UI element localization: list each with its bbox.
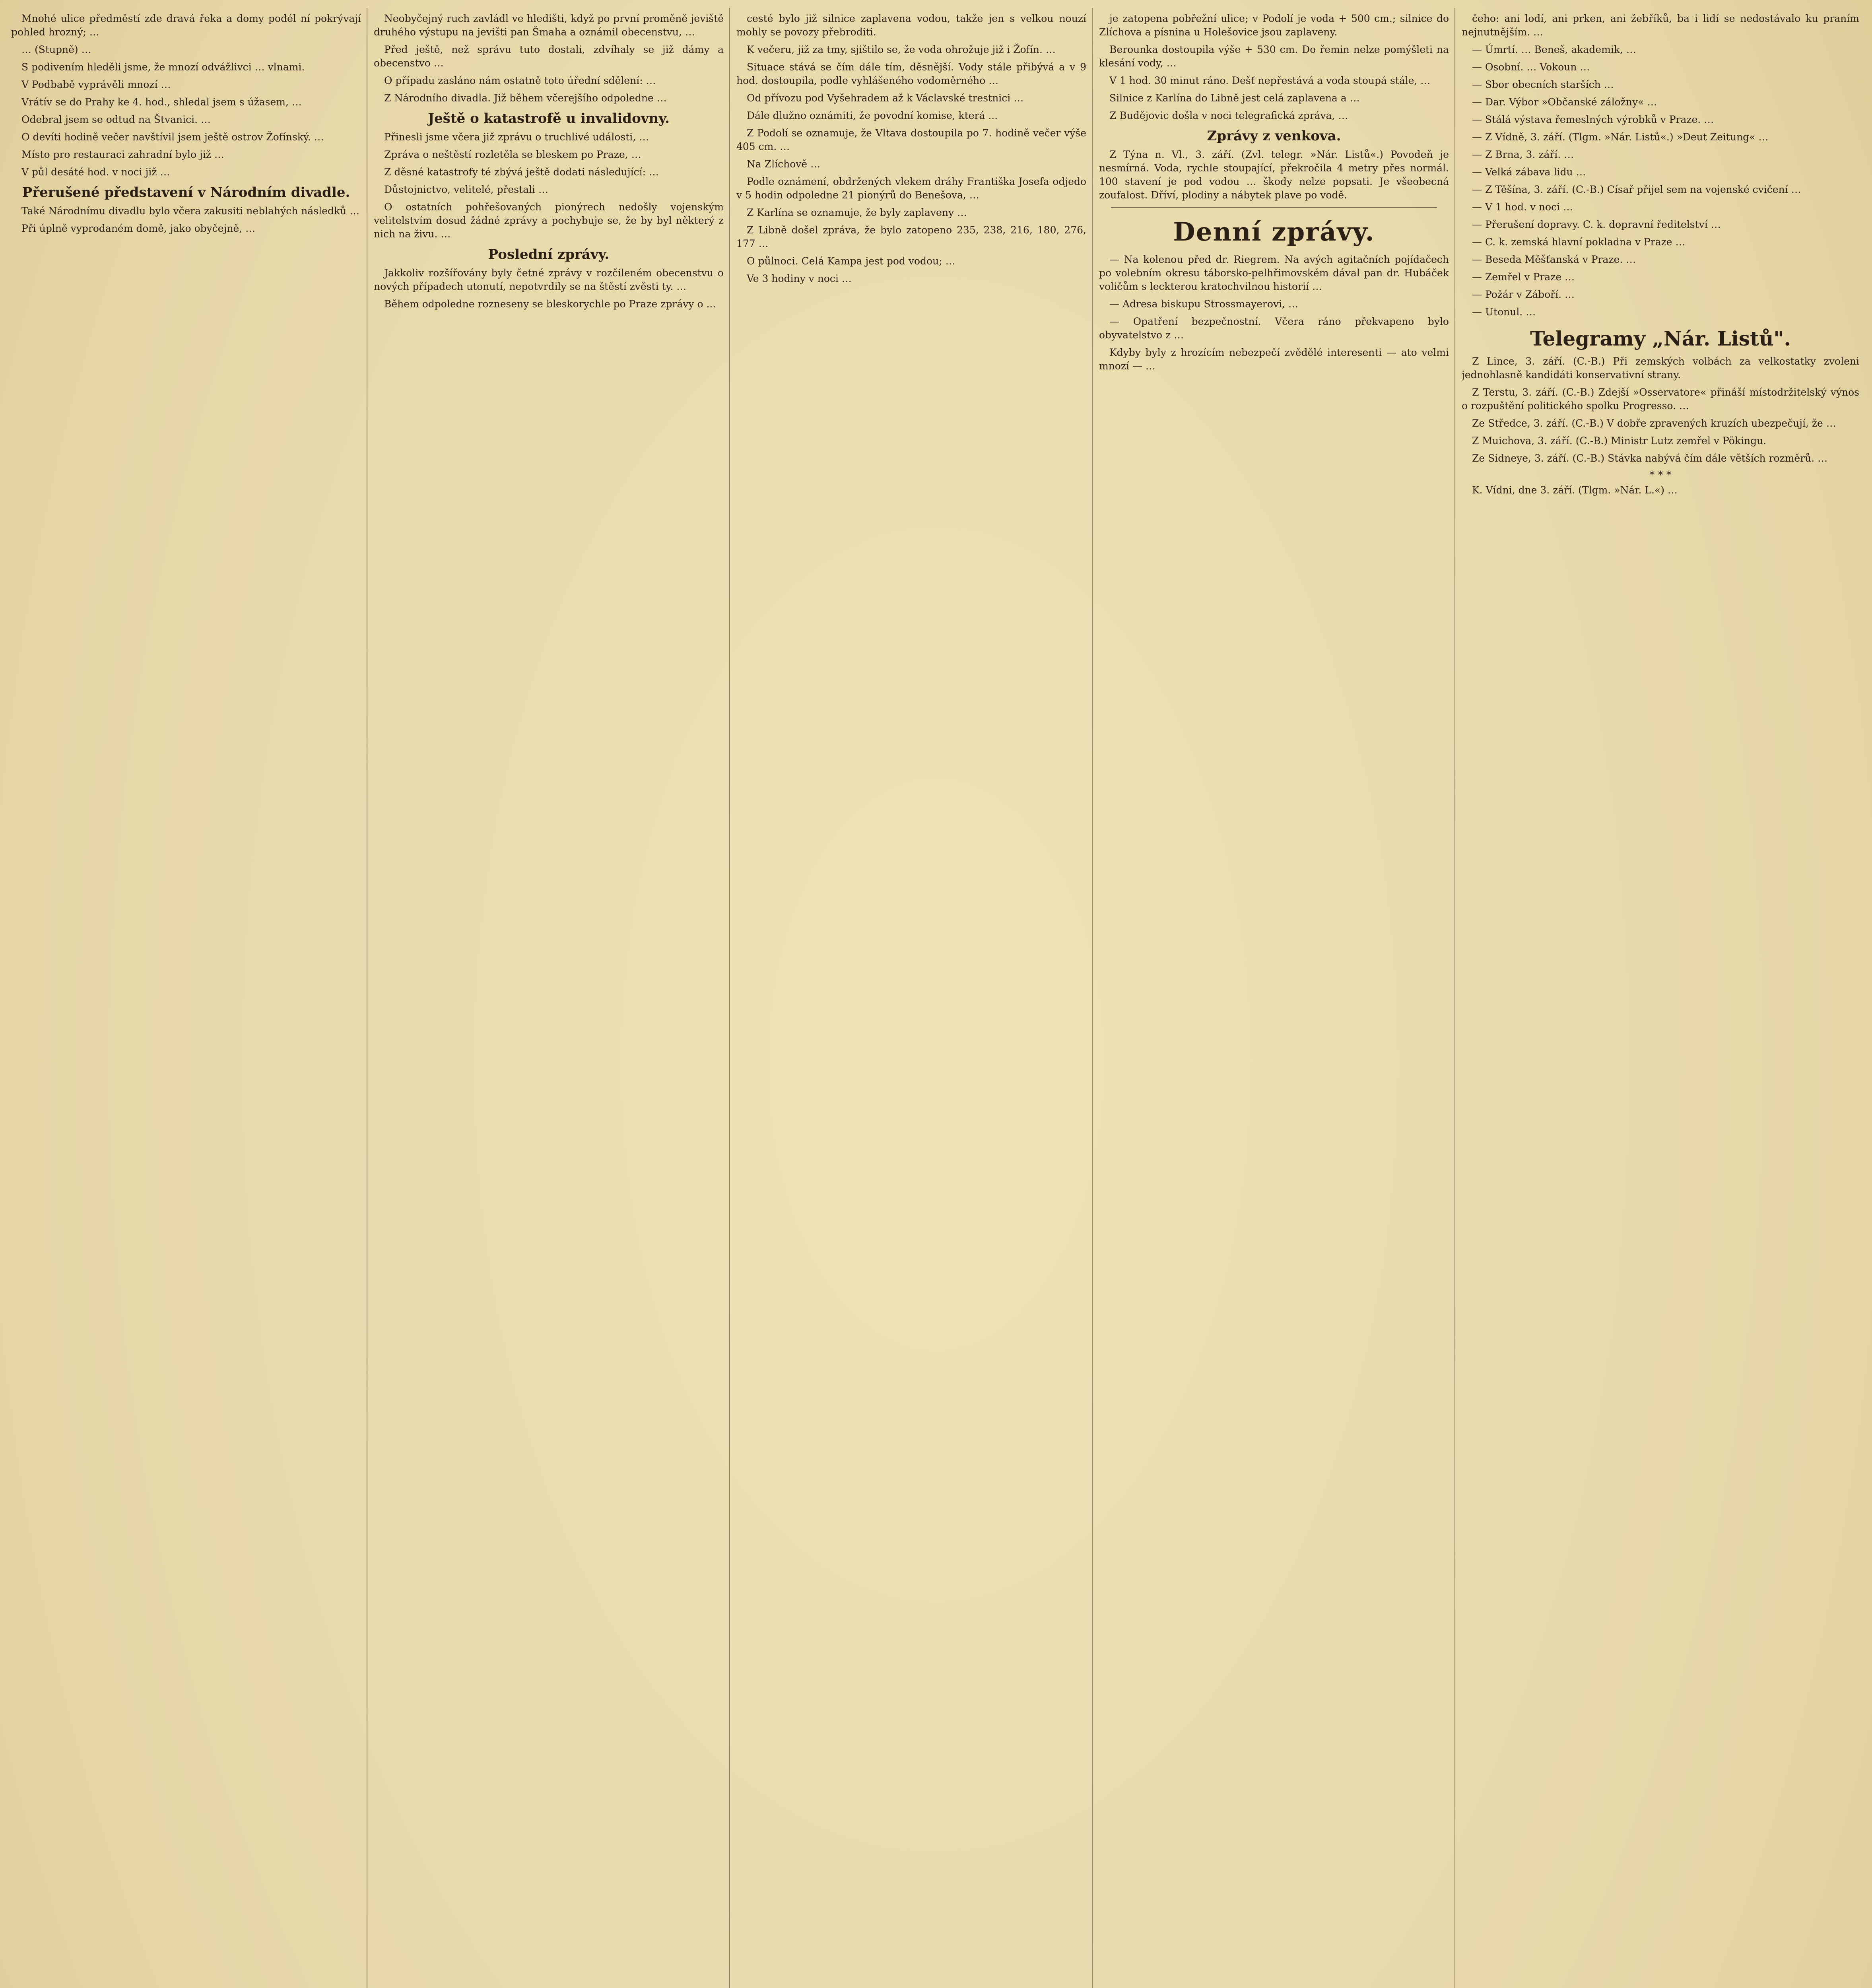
article-paragraph: Z Týna n. Vl., 3. září. (Zvl. telegr. »Nár. Listů«.) Povodeň je nesmírná. Voda, rychle stoupající, překročila 4 metry přes normál. 100 stavení je pod vodou … škody nelze popsati. Je všeobecná zoufalost. Dříví, plodiny a nábytek plave po vodě. [1099, 149, 1449, 201]
article-paragraph: — Utonul. … [1472, 306, 1536, 318]
article-paragraph: V půl desáté hod. v noci již … [21, 166, 170, 178]
article-paragraph: Z Libně došel zpráva, že bylo zatopeno 235, 238, 216, 180, 276, 177 … [736, 224, 1086, 249]
article-paragraph: Ze Středce, 3. září. (C.-B.) V dobře zpravených kruzích ubezpečují, že … [1472, 417, 1836, 429]
article-paragraph: — V 1 hod. v noci … [1472, 201, 1573, 213]
article-paragraph: — Z Těšína, 3. září. (C.-B.) Císař přijel sem na vojenské cvičení … [1472, 184, 1801, 195]
column-divider [729, 8, 730, 1988]
article-paragraph: — Sbor obecních starších … [1472, 79, 1614, 90]
article-paragraph: Z Podolí se oznamuje, že Vltava dostoupila po 7. hodině večer výše 405 cm. … [736, 127, 1086, 152]
article-paragraph: Z Terstu, 3. září. (C.-B.) Zdejší »Osservatore« přináší místodržitelský výnos o rozpuštění politického spolku Progresso. … [1462, 386, 1859, 412]
article-paragraph: Z Karlína se oznamuje, že byly zaplaveny … [747, 207, 967, 218]
column-5 [1462, 12, 1859, 501]
article-paragraph: V Podbabě vyprávěli mnozí … [21, 79, 171, 90]
article-paragraph: Důstojnictvo, velitelé, přestali … [384, 184, 548, 195]
article-paragraph: Dále dlužno oznámiti, že povodní komise, která ... [747, 110, 998, 121]
article-paragraph: — Z Vídně, 3. září. (Tlgm. »Nár. Listů«.) »Deut Zeitung« … [1472, 131, 1769, 143]
article-paragraph: — Adresa biskupu Strossmayerovi, … [1109, 298, 1298, 310]
article-paragraph: — Zemřel v Praze … [1472, 271, 1575, 283]
article-paragraph: — Beseda Měšťanská v Praze. … [1472, 254, 1636, 265]
column-divider [1454, 8, 1455, 1988]
article-paragraph: O případu zasláno nám ostatně toto úřední sdělení: … [384, 75, 656, 86]
article-paragraph: Jakkoliv rozšířovány byly četné zprávy v rozčileném obecenstvu o nových případech utonutí, nepotvrdily se na štěstí zvěsti ty. … [374, 267, 724, 292]
column-5-blocks [1462, 12, 1859, 497]
article-paragraph: V 1 hod. 30 minut ráno. Dešť nepřestává a voda stoupá stále, … [1109, 75, 1431, 86]
telegram-title: Telegramy „Nár. Listů". [1530, 327, 1791, 350]
article-paragraph: Mnohé ulice předměstí zde dravá řeka a domy podél ní pokrývají pohled hrozný; … [11, 13, 361, 38]
article-paragraph: je zatopena pobřežní ulice; v Podolí je voda + 500 cm.; silnice do Zlíchova a písnina u Holešovice jsou zaplaveny. [1099, 13, 1449, 38]
article-paragraph: S podivením hleděli jsme, že mnozí odvážlivci … vlnami. [21, 61, 305, 73]
article-paragraph: Před ještě, než správu tuto dostali, zdvíhaly se již dámy a obecenstvo … [374, 44, 724, 69]
column-divider [1092, 8, 1093, 1988]
article-paragraph: Od přívozu pod Vyšehradem až k Václavské trestnici … [747, 92, 1024, 104]
article-paragraph: Z Budějovic došla v noci telegrafická zpráva, … [1109, 110, 1348, 121]
article-paragraph: — Osobní. … Vokoun … [1472, 61, 1590, 73]
section-title: Denní zprávy. [1173, 217, 1375, 247]
article-paragraph: — Požár v Záboří. … [1472, 289, 1575, 300]
article-paragraph: — Velká zábava lidu … [1472, 166, 1586, 178]
article-paragraph: Z děsné katastrofy té zbývá ještě dodati následující: … [384, 166, 659, 178]
section-heading: Ještě o katastrofě u invalidovny. [428, 111, 670, 126]
article-paragraph: Kdyby byly z hrozícím nebezpečí zvědělé interesenti — ato velmi mnozí — … [1099, 347, 1449, 372]
article-paragraph: Z Národního divadla. Již během včerejšího odpoledne … [384, 92, 667, 104]
article-paragraph: Odebral jsem se odtud na Štvanici. … [21, 114, 211, 125]
article-paragraph: Při úplně vyprodaném domě, jako obyčejně, … [21, 223, 256, 234]
article-paragraph: — Na kolenou před dr. Riegrem. Na avých agitačních pojídačech po volebním okresu táborsko-pelhřimovském dával pan dr. Hubáček voličům s leckterou kratochvilnou historií … [1099, 254, 1449, 292]
article-paragraph: Ze Sidneye, 3. září. (C.-B.) Stávka nabývá čím dále větších rozměrů. … [1472, 452, 1828, 464]
section-heading: Přerušené představení v Národním divadle. [22, 184, 350, 200]
article-paragraph: Vrátív se do Prahy ke 4. hod., shledal jsem s úžasem, … [21, 96, 302, 108]
column-4 [1099, 12, 1449, 377]
article-paragraph: … (Stupně) … [21, 44, 91, 55]
article-paragraph: Přinesli jsme včera již zprávu o truchlivé události, … [384, 131, 649, 143]
article-paragraph: O ostatních pohřešovaných pionýrech nedošly vojenským velitelstvím dosud žádné zprávy a pochybuje se, že by byl některý z nich na živu. … [374, 201, 724, 240]
article-paragraph: — Přerušení dopravy. C. k. dopravní ředitelství … [1472, 219, 1721, 230]
section-heading: Poslední zprávy. [488, 247, 610, 262]
article-paragraph: Situace stává se čím dále tím, děsnější. Vody stále přibývá a v 9 hod. dostoupila, podle vyhlášeného vodoměrného … [736, 61, 1086, 86]
article-paragraph: Na Zlíchově … [747, 158, 821, 170]
column-2-blocks [374, 12, 724, 311]
article-paragraph: K. Vídni, dne 3. září. (Tlgm. »Nár. L.«) … [1472, 484, 1678, 496]
separator-stars: * * * [1649, 469, 1672, 481]
column-1-blocks [11, 12, 361, 235]
article-paragraph: Z Lince, 3. září. (C.-B.) Při zemských volbách za velkostatky zvoleni jednohlasně kandidáti konservativní strany. [1462, 355, 1859, 381]
article-paragraph: — C. k. zemská hlavní pokladna v Praze … [1472, 236, 1686, 248]
article-paragraph: Zpráva o neštěstí rozletěla se bleskem po Praze, … [384, 149, 641, 160]
article-paragraph: — Z Brna, 3. září. … [1472, 149, 1574, 160]
column-2 [374, 12, 724, 315]
article-paragraph: cesté bylo již silnice zaplavena vodou, takže jen s velkou nouzí mohly se povozy přebroditi. [736, 13, 1086, 38]
article-paragraph: — Úmrtí. … Beneš, akademik, … [1472, 44, 1636, 55]
article-paragraph: čeho: ani lodí, ani prken, ani žebříků, ba i lidí se nedostávalo ku praním nejnutnějším. … [1462, 13, 1859, 38]
article-paragraph: Z Muichova, 3. září. (C.-B.) Ministr Lutz zemřel v Pökingu. [1472, 435, 1767, 447]
article-paragraph: Ve 3 hodiny v noci … [747, 273, 852, 284]
article-paragraph: Během odpoledne rozneseny se bleskorychle po Praze zprávy o ... [384, 298, 716, 310]
article-paragraph: Berounka dostoupila výše + 530 cm. Do řemin nelze pomýšleti na klesání vody, … [1099, 44, 1449, 69]
column-3-blocks [736, 12, 1086, 285]
article-paragraph: — Stálá výstava řemeslných výrobků v Praze. … [1472, 114, 1714, 125]
article-paragraph: K večeru, již za tmy, sjištilo se, že voda ohrožuje již i Žofín. … [747, 44, 1056, 55]
article-paragraph: — Dar. Výbor »Občanské záložny« … [1472, 96, 1657, 108]
column-1 [11, 12, 361, 239]
column-3 [736, 12, 1086, 289]
article-paragraph: Podle oznámení, obdržených vlekem dráhy Františka Josefa odjedo v 5 hodin odpoledne 21 pionýrů do Benešova, … [736, 176, 1086, 201]
rule-line [1111, 207, 1437, 208]
section-heading: Zprávy z venkova. [1207, 128, 1341, 144]
article-paragraph: O půlnoci. Celá Kampa jest pod vodou; … [747, 255, 955, 267]
article-paragraph: — Opatření bezpečnostní. Včera ráno překvapeno bylo obyvatelstvo z … [1099, 316, 1449, 341]
article-paragraph: Místo pro restauraci zahradní bylo již … [21, 149, 224, 160]
column-4-blocks [1099, 12, 1449, 373]
article-paragraph: Silnice z Karlína do Libně jest celá zaplavena a … [1109, 92, 1360, 104]
article-paragraph: Také Národnímu divadlu bylo včera zakusiti neblahých následků … [21, 205, 360, 217]
article-paragraph: O devíti hodině večer navštívil jsem ještě ostrov Žofínský. … [21, 131, 324, 143]
article-paragraph: Neobyčejný ruch zavládl ve hledišti, když po první proměně jeviště druhého výstupu na jevišti pan Šmaha a oznámil obecenstvu, … [374, 13, 724, 38]
